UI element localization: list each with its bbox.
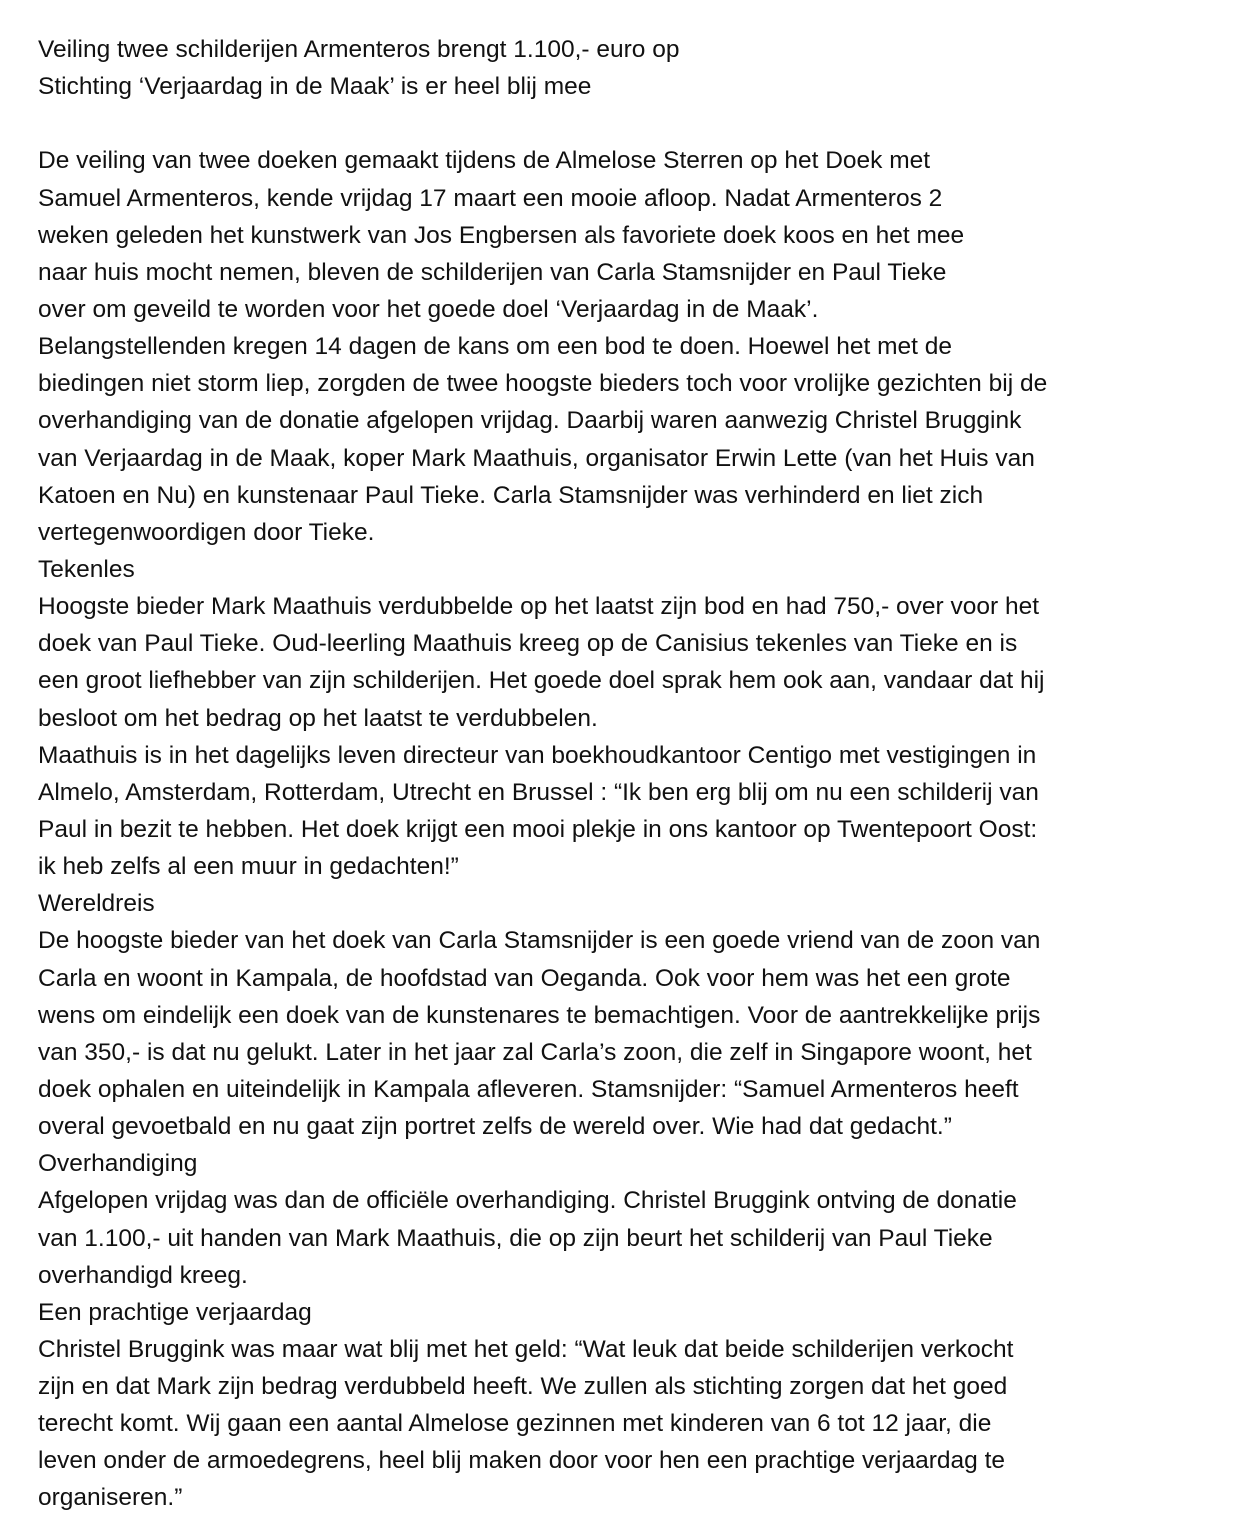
article-title [38,31,1218,105]
text-line: Christel Bruggink was maar wat blij met het geld: “Wat leuk dat beide schilderijen verkocht [38,1335,1014,1363]
text-line: Almelo, Amsterdam, Rotterdam, Utrecht en Brussel : “Ik ben erg blij om nu een schilderij van [38,778,1039,806]
text-line: De hoogste bieder van het doek van Carla Stamsnijder is een goede vriend van de zoon van [38,927,1041,955]
text-line: weken geleden het kunstwerk van Jos Engbersen als favoriete doek koos en het mee [38,221,965,249]
subtitle-line: Stichting ‘Verjaardag in de Maak’ is er heel blij mee [38,73,592,101]
text-line: van 350,- is dat nu gelukt. Later in het jaar zal Carla’s zoon, die zelf in Singapore woont, het [38,1038,1032,1066]
text-line: doek van Paul Tieke. Oud-leerling Maathuis kreeg op de Canisius tekenles van Tieke en is [38,630,1018,658]
section-wereldreis [38,885,1218,1145]
text-line: biedingen niet storm liep, zorgden de twee hoogste bieders toch voor vrolijke gezichten bij de [38,370,1048,398]
text-line: doek ophalen en uiteindelijk in Kampala afleveren. Stamsnijder: “Samuel Armenteros heeft [38,1075,1019,1103]
section-heading: Overhandiging [38,1150,198,1178]
section-een-prachtige-verjaardag [38,1294,1218,1517]
text-line: overhandiging van de donatie afgelopen vrijdag. Daarbij waren aanwezig Christel Bruggink [38,407,1022,435]
title-line: Veiling twee schilderijen Armenteros brengt 1.100,- euro op [38,36,680,63]
text-line: leven onder de armoedegrens, heel blij maken door voor hen een prachtige verjaardag te [38,1447,1006,1475]
text-line: Belangstellenden kregen 14 dagen de kans om een bod te doen. Hoewel het met de [38,333,952,361]
text-line: Samuel Armenteros, kende vrijdag 17 maart een mooie afloop. Nadat Armenteros 2 [38,184,943,212]
text-line: Carla en woont in Kampala, de hoofdstad van Oeganda. Ook voor hem was het een grote [38,964,1011,992]
text-line: terecht komt. Wij gaan een aantal Almelose gezinnen met kinderen van 6 tot 12 jaar, die [38,1410,992,1438]
section-overhandiging [38,1145,1218,1294]
text-line: over om geveild te worden voor het goede doel ‘Verjaardag in de Maak’. [38,295,819,323]
blank-line [38,105,1218,142]
text-line: besloot om het bedrag op het laatst te verdubbelen. [38,704,598,732]
text-line: Paul in bezit te hebben. Het doek krijgt een mooi plekje in ons kantoor op Twentepoort Oost: [38,815,1038,843]
text-line: Katoen en Nu) en kunstenaar Paul Tieke. Carla Stamsnijder was verhinderd en liet zich [38,481,984,509]
text-line: vertegenwoordigen door Tieke. [38,518,375,546]
text-line: Afgelopen vrijdag was dan de officiële overhandiging. Christel Bruggink ontving de donatie [38,1187,1017,1215]
text-line: van Verjaardag in de Maak, koper Mark Maathuis, organisator Erwin Lette (van het Huis van [38,444,1035,472]
section-heading: Wereldreis [38,890,155,918]
section-tekenles [38,551,1218,885]
text-line: Maathuis is in het dagelijks leven directeur van boekhoudkantoor Centigo met vestigingen in [38,741,1037,769]
article [38,31,1218,1517]
text-line: overhandigd kreeg. [38,1261,248,1289]
text-line: zijn en dat Mark zijn bedrag verdubbeld heeft. We zullen als stichting zorgen dat het goed [38,1373,1008,1401]
text-line: een groot liefhebber van zijn schilderijen. Het goede doel sprak hem ook aan, vandaar dat hij [38,667,1045,695]
text-line: overal gevoetbald en nu gaat zijn portret zelfs de wereld over. Wie had dat gedacht.” [38,1113,952,1141]
intro-paragraph [38,142,1218,551]
text-line: wens om eindelijk een doek van de kunstenares te bemachtigen. Voor de aantrekkelijke prijs [38,1001,1041,1029]
text-line: Hoogste bieder Mark Maathuis verdubbelde op het laatst zijn bod en had 750,- over voor het [38,593,1040,621]
text-line: naar huis mocht nemen, bleven de schilderijen van Carla Stamsnijder en Paul Tieke [38,258,947,286]
section-heading: Een prachtige verjaardag [38,1298,312,1326]
text-line: van 1.100,- uit handen van Mark Maathuis, die op zijn beurt het schilderij van Paul Tieke [38,1224,993,1252]
text-line: De veiling van twee doeken gemaakt tijdens de Almelose Sterren op het Doek met [38,147,931,175]
section-heading: Tekenles [38,555,135,583]
text-line: organiseren.” [38,1484,183,1512]
text-line: ik heb zelfs al een muur in gedachten!” [38,853,459,881]
